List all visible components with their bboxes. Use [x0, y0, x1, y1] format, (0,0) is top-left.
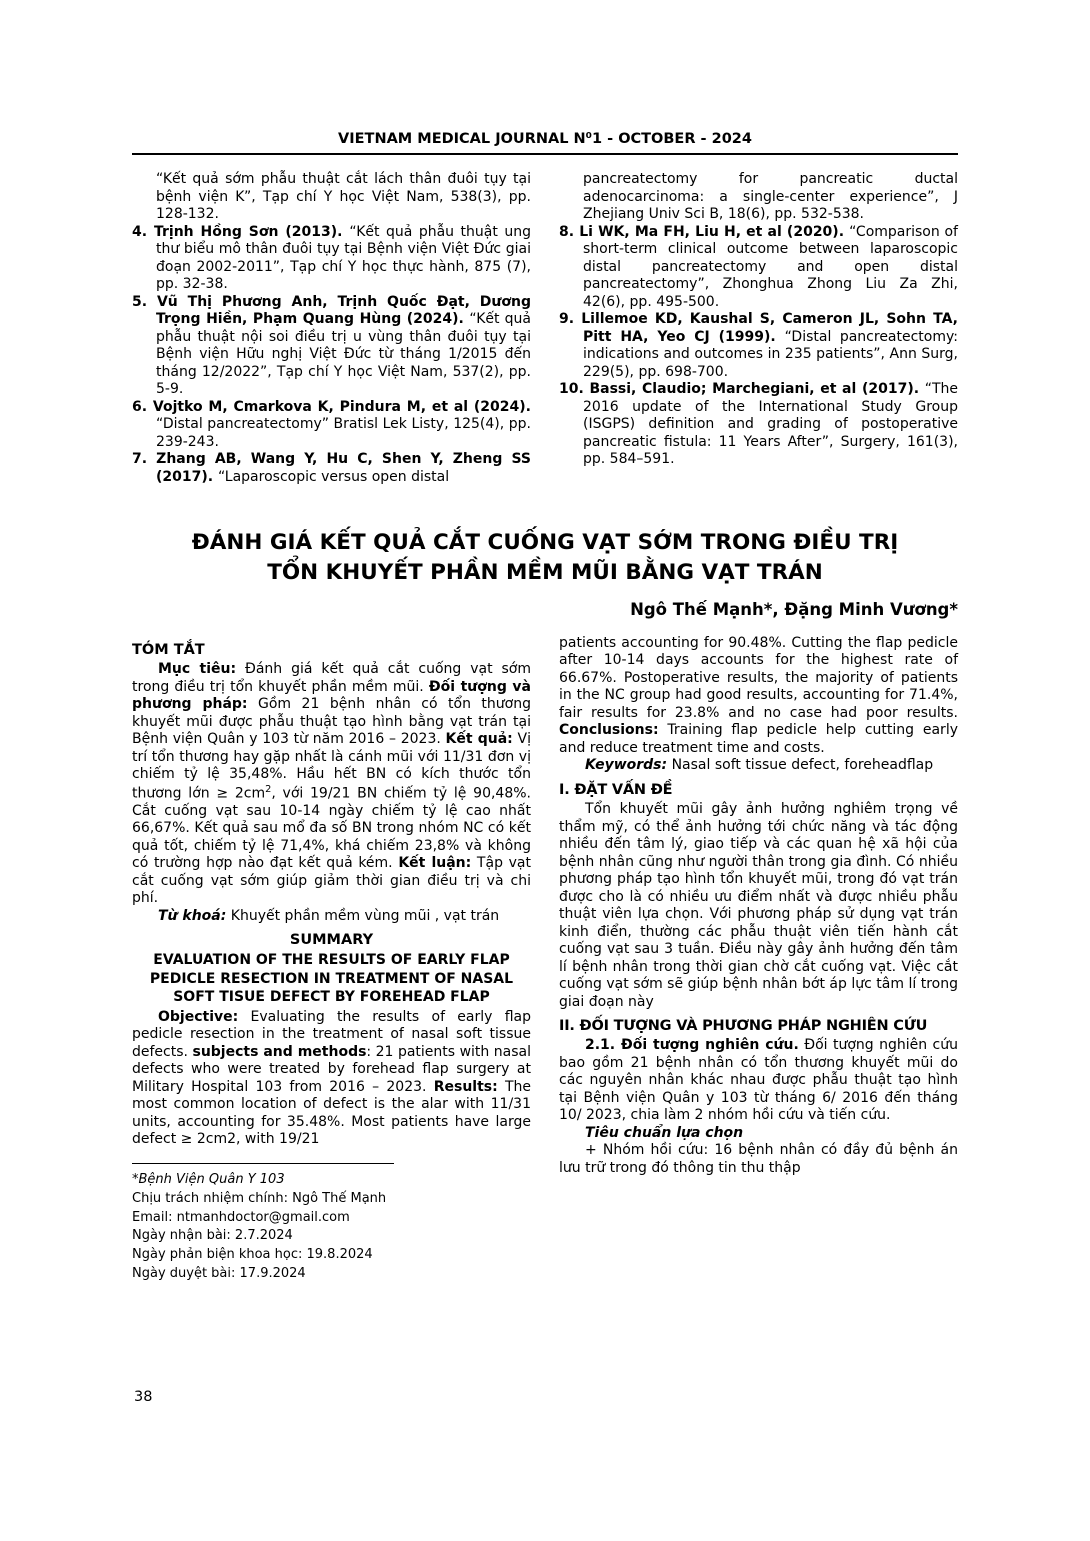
footnote-responsible: Chịu trách nhiệm chính: Ngô Thế Mạnh	[132, 1190, 387, 1206]
summary-keywords: Keywords: Nasal soft tissue defect, foreheadflap	[585, 757, 934, 774]
page-number: 38	[134, 1389, 153, 1405]
intro-paragraph: Tổn khuyết mũi gây ảnh hưởng nghiêm trọng về thẩm mỹ, có thể ảnh hưởng tới chức năng và tác động nhiều đến tâm lý, giao tiếp và các quan hệ xã hội của bệnh nhân cũng như người thân trong gia đình. Có nhiều phương pháp tạo hình tổn khuyết mũi, trong đó vạt trán được cho là có nhiều ưu điểm nhất và được nhiều phẫu thuật viên lựa chọn. Với phương pháp sử dụng vạt trán kinh điển, thường các phẫu thuật viên tiến hành cắt cuống vạt sau 3 tuần. Điều này gây ảnh hưởng đến tâm lí bệnh nhân trong thời gian chờ cắt cuống vạt. Việc cắt cuống vạt sớm sẽ giúp bệnh nhân bớt áp lực tâm lí trong giai đoạn này	[559, 801, 958, 1010]
footnote-separator	[132, 1163, 394, 1164]
reference-item: “Kết quả sớm phẫu thuật cắt lách thân đuôi tụy tại bệnh viện K”, Tạp chí Y học Việt Nam, 538(3), pp. 128-132.	[156, 171, 531, 223]
reference-item: 5. Vũ Thị Phương Anh, Trịnh Quốc Đạt, Dương Trọng Hiền, Phạm Quang Hùng (2024). “Kết quả phẫu thuật nội soi điều trị u vùng thân đuôi tụy tại Bệnh viện Hữu nghị Việt Đức từ tháng 1/2015 đến tháng 12/2022”, Tạp chí Y học Việt Nam, 537(2), pp. 5-9.	[132, 293, 531, 398]
footnote-received-date: Ngày nhận bài: 2.7.2024	[132, 1228, 293, 1244]
footnote-reviewed-date: Ngày phản biện khoa học: 19.8.2024	[132, 1247, 373, 1263]
footnote-accepted-date: Ngày duyệt bài: 17.9.2024	[132, 1266, 306, 1282]
footnote-affiliation: *Bệnh Viện Quân Y 103	[132, 1171, 285, 1187]
article-title	[132, 528, 958, 588]
article-body	[132, 635, 958, 1284]
abstract-body-vi: Mục tiêu: Đánh giá kết quả cắt cuống vạt sớm trong điều trị tổn khuyết phần mềm mũi. Đối tượng và phương pháp: Gồm 21 bệnh nhân có tổn thương khuyết mũi được phẫu thuật tạo hình bằng vạt trán tại Bệnh viện Quân y 103 từ năm 2016 – 2023. Kết quả: Vị trí tổn thương hay gặp nhất là cánh mũi với 11/31 đơn vị chiếm tỷ lệ 35,48%. Hầu hết BN có kích thước tổn thương lớn ≥ $2cm^2$, với 19/21 BN chiếm tỷ lệ 90,48%. Cắt cuống vạt sau 10-14 ngày chiếm tỷ lệ cao nhất 66,67%. Kết quả sau mổ đa số BN trong nhóm NC có kết quả tốt, chiếm tỷ lệ 71,4%, khá chiếm 23,8% và không có trường hợp nào đạt kết quả kém. Kết luận: Tập vạt cắt cuống vạt sớm giúp giảm thời gian điều trị và chi phí.	[132, 661, 532, 907]
summary-body-left: Objective: Evaluating the results of early flap pedicle resection in the treatment of nasal soft tissue defects. subjects and methods: 21 patients with nasal defects who were treated by forehead flap surgery at Military Hospital 103 from 2016 – 2023. Results: The most common location of defect is the alar with 11/31 units, accounting for 35.48%. Most patients have large defect ≥ 2cm2, with 19/21	[132, 1008, 532, 1148]
summary-title: EVALUATION OF THE RESULTS OF EARLY FLAP PEDICLE RESECTION IN TREATMENT OF NASAL SOFT TISUE DEFECT BY FOREHEAD FLAP	[149, 952, 514, 1005]
reference-item: 6. Vojtko M, Cmarkova K, Pindura M, et al (2024). “Distal pancreatectomy” Bratisl Lek Listy, 125(4), pp. 239-243.	[132, 398, 531, 450]
reference-item: 9. Lillemoe KD, Kaushal S, Cameron JL, Sohn TA, Pitt HA, Yeo CJ (1999). “Distal pancreatectomy: indications and outcomes in 235 patients”, Ann Surg, 229(5), pp. 698-700.	[559, 311, 959, 380]
methods-paragraph-2: + Nhóm hồi cứu: 16 bệnh nhân có đầy đủ bệnh án lưu trữ trong đó thông tin thu thập	[559, 1142, 958, 1176]
article-title-block	[132, 528, 958, 621]
reference-item: 8. Li WK, Ma FH, Liu H, et al (2020). “Comparison of short-term clinical outcome between laparoscopic distal pancreatectomy and open distal pancreatectomy”, Zhonghua Zhong Liu Za Zhi, 42(6), pp. 495-500.	[559, 223, 958, 310]
references-left-column	[132, 171, 531, 486]
methods-paragraph-1: 2.1. Đối tượng nghiên cứu. Đối tượng nghiên cứu bao gồm 21 bệnh nhân có tổn thương khuyết mũi do các nguyên nhân khác nhau được phẫu thuật tạo hình tại Bệnh viện Quân y 103 từ tháng 6/ 2016 đến tháng 10/ 2023, chia làm 2 nhóm hồi cứu và tiến cứu.	[559, 1037, 959, 1124]
article-title-line2: TỔN KHUYẾT PHẦN MỀM MŨI BẰNG VẠT TRÁN	[267, 560, 823, 586]
summary-heading: SUMMARY	[289, 932, 374, 949]
references-right-column	[559, 171, 958, 486]
footnote-email: Email: ntmanhdoctor@gmail.com	[132, 1209, 350, 1225]
body-right-column	[559, 635, 958, 1284]
body-left-column	[132, 635, 531, 1284]
section-heading-intro: I. ĐẶT VẤN ĐỀ	[559, 781, 673, 798]
methods-criteria-heading: Tiêu chuẩn lựa chọn	[585, 1124, 744, 1141]
reference-item: 10. Bassi, Claudio; Marchegiani, et al (2017). “The 2016 update of the International Study Group (ISGPS) definition and grading of postoperative pancreatic fistula: 11 Years After”, Surgery, 161(3), pp. 584–591.	[559, 381, 958, 468]
summary-body-right: patients accounting for 90.48%. Cutting the flap pedicle after 10-14 days accounts for the highest rate of 66.67%. Postoperative results, the majority of patients in the NC group had good results, accounting for 71.4%, fair results for 23.8% and no case had poor results. Conclusions: Training flap pedicle help cutting early and reduce treatment time and costs.	[559, 634, 958, 756]
abstract-keywords-vi: Từ khoá: Khuyết phần mềm vùng mũi , vạt trán	[158, 907, 500, 924]
abstract-heading-vi: TÓM TẮT	[132, 641, 205, 658]
article-authors: Ngô Thế Mạnh*, Đặng Minh Vương*	[630, 600, 958, 620]
journal-header	[132, 130, 958, 155]
journal-header-title: VIETNAM MEDICAL JOURNAL N⁰1 - OCTOBER - 2024	[338, 131, 752, 147]
reference-item: pancreatectomy for pancreatic ductal adenocarcinoma: a single-center experience”, J Zhejiang Univ Sci B, 18(6), pp. 532-538.	[583, 171, 958, 223]
footnote-block	[132, 1163, 531, 1284]
article-title-line1: ĐÁNH GIÁ KẾT QUẢ CẮT CUỐNG VẠT SỚM TRONG ĐIỀU TRỊ	[191, 530, 899, 556]
reference-item: 4. Trịnh Hồng Sơn (2013). “Kết quả phẫu thuật ung thư biểu mô thân đuôi tụy tại Bệnh viện Việt Đức giai đoạn 2002-2011”, Tạp chí Y học thực hành, 875 (7), pp. 32-38.	[132, 223, 531, 293]
section-heading-methods: II. ĐỐI TƯỢNG VÀ PHƯƠNG PHÁP NGHIÊN CỨU	[559, 1018, 928, 1035]
references-section	[132, 171, 958, 486]
reference-item: 7. Zhang AB, Wang Y, Hu C, Shen Y, Zheng SS (2017). “Laparoscopic versus open distal	[132, 451, 532, 485]
